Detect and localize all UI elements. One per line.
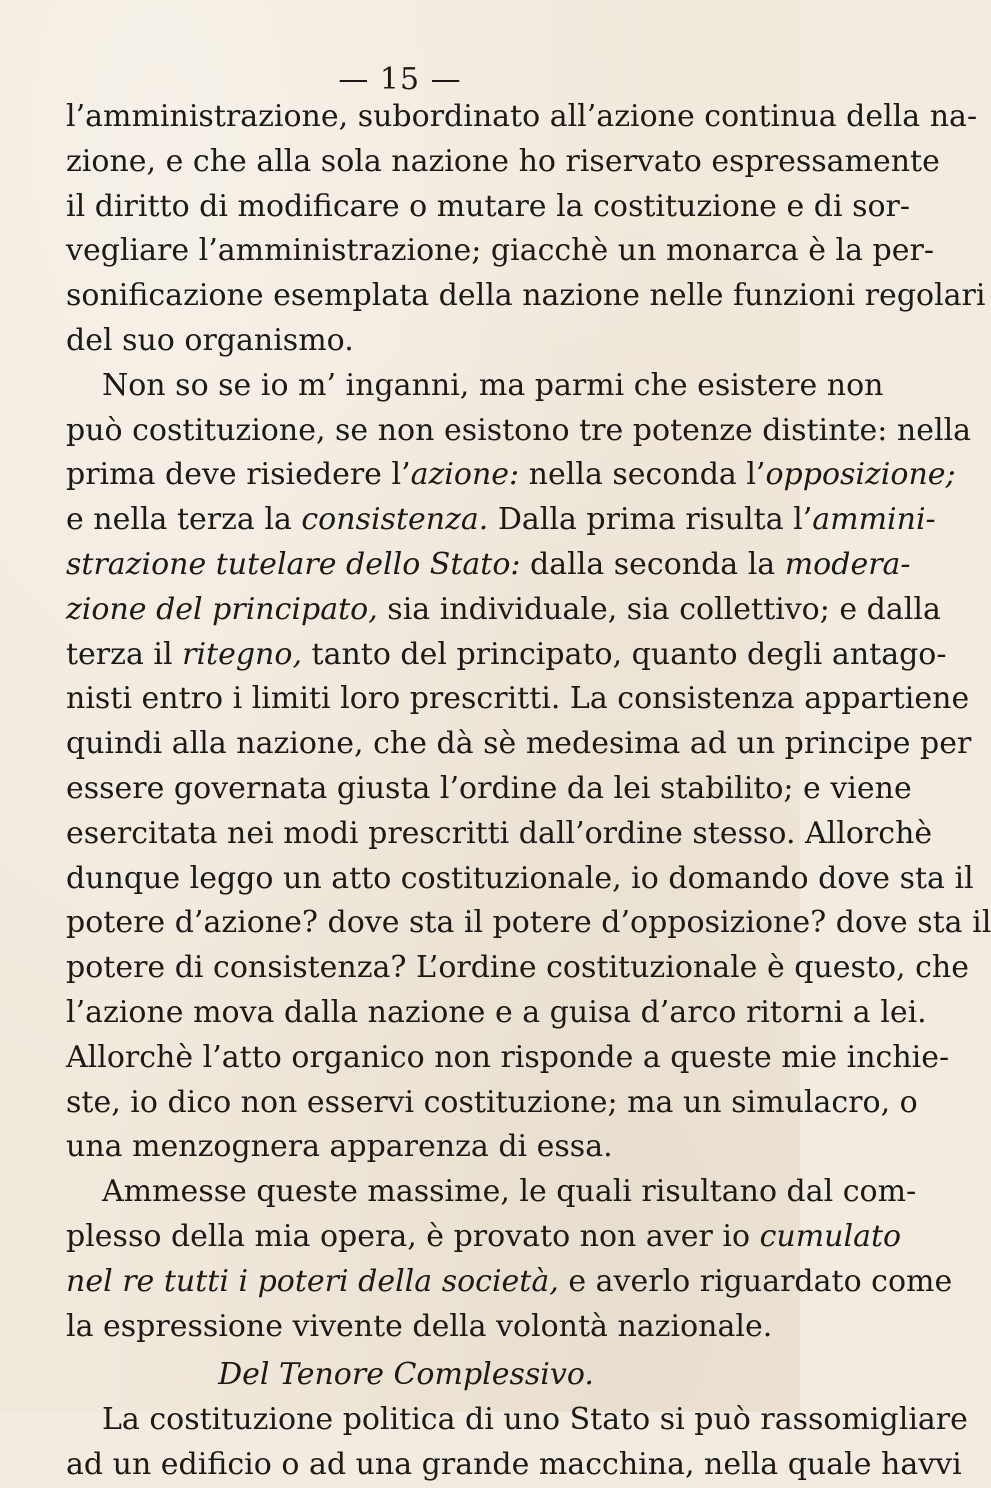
text-line: e nella terza la consistenza. Dalla prima risulta l’ammini- xyxy=(66,502,936,538)
text-line: la espressione vivente della volontà nazionale. xyxy=(66,1308,773,1344)
paragraph-start: La costituzione politica di uno Stato si può rassomigliare xyxy=(102,1402,968,1438)
page-number: — 15 — xyxy=(338,62,462,97)
text-line: l’amministrazione, subordinato all’azione continua della na- xyxy=(66,99,978,134)
text-line: strazione tutelare dello Stato: dalla seconda la modera- xyxy=(66,546,911,582)
body-text xyxy=(66,95,991,1488)
text-line: sonificazione esemplata della nazione nelle funzioni regolari xyxy=(66,278,986,314)
text-line: plesso della mia opera, è provato non aver io cumulato xyxy=(66,1218,902,1254)
text-line: potere di consistenza? L’ordine costituzionale è questo, che xyxy=(66,950,970,986)
text-line: zione del principato, sia individuale, sia collettivo; e dalla xyxy=(66,591,941,627)
text-line: del suo organismo. xyxy=(66,322,354,358)
text-line: Allorchè l’atto organico non risponde a queste mie inchie- xyxy=(66,1039,950,1075)
text-line: nel re tutti i poteri della società, e averlo riguardato come xyxy=(66,1263,953,1299)
text-line: zione, e che alla sola nazione ho riservato espressamente xyxy=(66,143,940,179)
paragraph-start: Ammesse queste massime, le quali risultano dal com- xyxy=(102,1174,917,1210)
text-line: può costituzione, se non esistono tre potenze distinte: nella xyxy=(66,412,972,448)
text-line: dunque leggo un atto costituzionale, io domando dove sta il xyxy=(66,860,974,896)
text-line: ste, io dico non esservi costituzione; ma un simulacro, o xyxy=(66,1084,918,1120)
text-line: ad un edificio o ad una grande macchina, nella quale havvi xyxy=(66,1446,962,1482)
section-heading: Del Tenore Complessivo. xyxy=(218,1357,594,1393)
text-line: il diritto di modificare o mutare la costituzione e di sor- xyxy=(66,188,911,224)
text-line: l’azione mova dalla nazione e a guisa d’arco ritorni a lei. xyxy=(66,994,927,1030)
text-line: essere governata giusta l’ordine da lei stabilito; e viene xyxy=(66,770,912,806)
text-line: esercitata nei modi prescritti dall’ordine stesso. Allorchè xyxy=(66,815,933,851)
text-line: vegliare l’amministrazione; giacchè un monarca è la per- xyxy=(66,233,934,269)
paragraph-start: Non so se io m’ inganni, ma parmi che esistere non xyxy=(102,367,884,403)
text-line: una menzognera apparenza di essa. xyxy=(66,1129,613,1165)
text-line: nisti entro i limiti loro prescritti. La consistenza appartiene xyxy=(66,681,970,717)
text-line: prima deve risiedere l’azione: nella seconda l’opposizione; xyxy=(66,457,956,493)
text-line: potere d’azione? dove sta il potere d’opposizione? dove sta il xyxy=(66,905,991,941)
text-line: terza il ritegno, tanto del principato, quanto degli antago- xyxy=(66,636,947,672)
text-line: quindi alla nazione, che dà sè medesima ad un principe per xyxy=(66,726,972,762)
